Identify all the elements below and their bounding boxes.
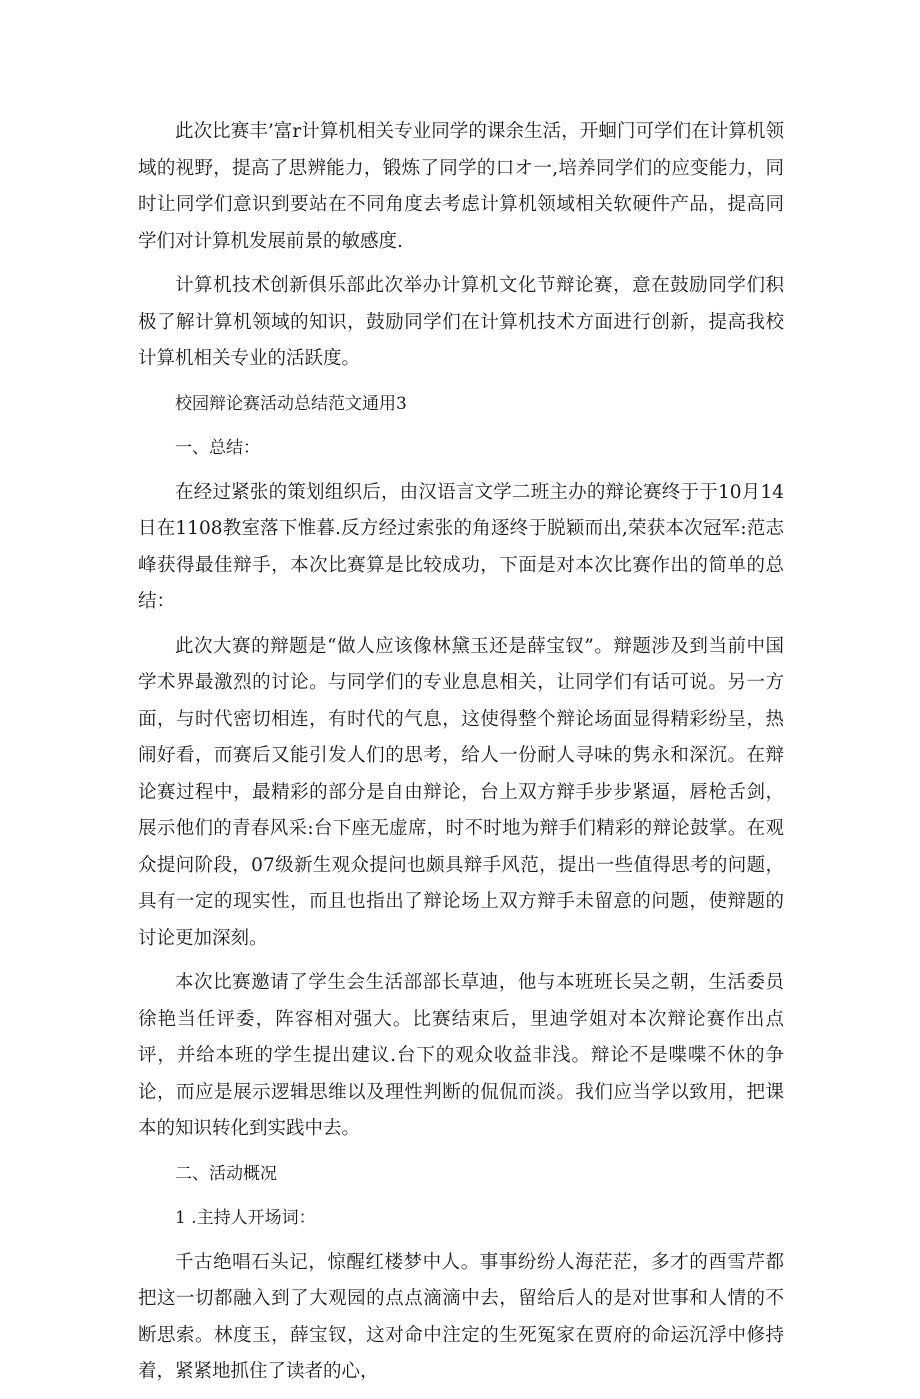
heading-summary: 一、总结： (175, 438, 260, 458)
paragraph-6: 千古绝唱石头记，惊醒红楼梦中人。事事纷纷人海茫茫，多才的酉雪芹都把这一切都融入到了大观园的点点滴滴中去，留给后人的是对世事和人情的不断思索。林度玉，薛宝钗，这对命中注定的生死冤家在贾府的命运沉浮中修持着，紧紧地抓住了读者的心， (138, 1251, 784, 1382)
paragraph-2: 计算机技术创新俱乐部此次举办计算机文化节辩论赛，意在鼓励同学们积极了解计算机领域的知识，鼓励同学们在计算机技术方面进行创新，提高我校计算机相关专业的活跃度。 (138, 275, 784, 369)
document-body (138, 114, 784, 1399)
paragraph-4: 此次大赛的辩题是“做人应该像林黛玉还是薛宝钗”。辩题涉及到当前中国学术界最激烈的讨论。与同学们的专业息息相关，让同学们有话可说。另一方面，与时代密切相连，有时代的气息，这使得整个辩论场面显得精彩纷呈，热闹好看，而赛后又能引发人们的思考，给人一份耐人寻味的隽永和深沉。在辩论赛过程中，最精彩的部分是自由辩论，台上双方辩手步步紧逼，唇枪舌剑，展示他们的青春风采:台下座无虚席，时不时地为辩手们精彩的辩论鼓掌。在观众提问阶段，07级新生观众提问也颇具辩手风范，提出一些值得思考的问题，具有一定的现实性，而且也指出了辩论场上双方辩手未留意的问题，使辩题的讨论更加深刻。 (138, 635, 784, 949)
section-title: 校园辩论赛活动总结范文通用3 (175, 393, 407, 414)
paragraph-3: 在经过紧张的策划组织后，由汉语言文学二班主办的辩论赛终于于10月14日在1108教室落下惟暮.反方经过索张的角逐终于脱颖而出,荣获本次冠军:范志峰获得最佳辩手，本次比赛算是比较成功，下面是对本次比赛作出的简单的总结： (138, 481, 784, 612)
heading-overview: 二、活动概况 (175, 1163, 277, 1184)
heading-host-opening: 1 .主持人开场词： (175, 1208, 316, 1228)
paragraph-1: 此次比赛丰’富r计算机相关专业同学的课余生活，开蛔门可学们在计算机领域的视野，提高了思辨能力，锻炼了同学的口オ一,培养同学们的应变能力，同时让同学们意识到要站在不同角度去考虑计算机领域相关软硬件产品，提高同学们对计算机发展前景的敏感度. (138, 121, 784, 252)
paragraph-5: 本次比赛邀请了学生会生活部部长草迪，他与本班班长吴之朝，生活委员徐艳当任评委，阵容相对强大。比赛结束后，里迪学姐对本次辩论赛作出点评，并给本班的学生提出建议.台下的观众收益非浅。辩论不是喋喋不休的争论，而应是展示逻辑思维以及理性判断的侃侃而淡。我们应当学以致用，把课本的知识转化到实践中去。 (138, 972, 784, 1139)
